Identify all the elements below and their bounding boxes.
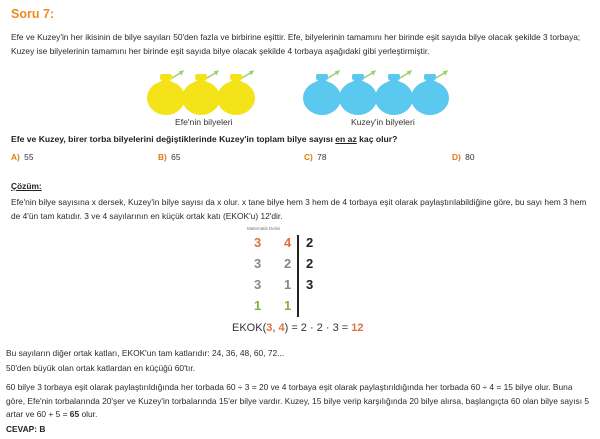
question-text-part: Efe ve Kuzey, birer torba bilyelerini değiştiklerinde Kuzey'in toplam bilye sayısı (11, 134, 336, 144)
ekok-prefix: EKOK( (232, 322, 267, 334)
question-text-part: kaç olur? (356, 134, 398, 144)
factor-cell-a: 1 (254, 298, 262, 313)
option-letter: A) (11, 152, 20, 162)
option-c[interactable] (304, 152, 327, 162)
solution-text: olur. (79, 409, 98, 419)
solution-paragraph: Bu sayıların diğer ortak katları, EKOK'un tam katlarıdır: 24, 36, 48, 60, 72... (6, 348, 285, 358)
solution-paragraph (6, 381, 591, 422)
question-title: Soru 7: (11, 7, 55, 21)
bag-icon (411, 71, 449, 115)
option-d[interactable] (452, 152, 475, 162)
ekok-suffix: ) = 2 · 2 · 3 = (284, 322, 352, 334)
ekok-sep: , (272, 322, 279, 334)
bag-icon (375, 71, 413, 115)
efe-bag-icons (143, 68, 263, 116)
option-letter: D) (452, 152, 461, 162)
efe-bags (143, 68, 263, 116)
option-value: 80 (465, 152, 475, 162)
solution-heading: Çözüm: (11, 181, 42, 191)
option-letter: B) (158, 152, 167, 162)
option-value: 55 (24, 152, 34, 162)
bag-icon (182, 71, 220, 115)
factor-divider-line (297, 235, 299, 317)
kuzey-bag-icons (300, 68, 460, 116)
ekok-result: 12 (351, 322, 364, 334)
factor-cell-a: 3 (254, 277, 262, 292)
question-intro: Efe ve Kuzey'in her ikisinin de bilye sayıları 50'den fazla ve birbirine eşittir. Efe, bilyelerinin tamamını her birinde eşit sayıda bilye olacak şekilde 3 torbaya; Kuzey ise bilyelerinin tamamını her birinde eşit sayıda bilye olacak şekilde 4 torbaya aşağıdaki gibi yerleştirmiştir. (11, 32, 581, 56)
bag-icon (339, 71, 377, 115)
answer-label: CEVAP: B (6, 424, 46, 434)
kuzey-label: Kuzey'in bilyeleri (351, 117, 415, 127)
factor-cell-b: 1 (284, 277, 292, 292)
option-a[interactable] (11, 152, 34, 162)
kuzey-bags (300, 68, 460, 116)
bag-icon (303, 71, 341, 115)
factor-cell-b: 1 (284, 298, 292, 313)
question-text (11, 134, 397, 144)
factor-cell-a: 3 (254, 256, 262, 271)
option-value: 65 (171, 152, 181, 162)
question-underlined: en az (335, 134, 357, 144)
solution-bold-value: 65 (69, 409, 80, 419)
solution-text: 60 bilye 3 torbaya eşit olarak paylaştırıldığında her torbada 60 ÷ 3 = 20 ve 4 torbaya eşit olarak paylaştırıldığında her torbada 60 ÷ 4 = 15 bilye olur. Buna göre, Efe'nin torbalarında 20'şer ve Kuzey'in torbalarında 15'er bilye vardır. Kuzey, 15 bilye verip karşılığında 20 bilye alırsa, başlangıçta 60 olan bilye sayısı 5 artar ve 60 + 5 = (6, 382, 590, 419)
option-letter: C) (304, 152, 313, 162)
bag-icon (147, 71, 185, 115)
factor-divisor: 2 (306, 256, 314, 271)
ekok-a: 3 (266, 322, 273, 334)
option-value: 78 (317, 152, 327, 162)
ekok-equation (232, 322, 364, 334)
solution-paragraph: Efe'nin bilye sayısına x dersek, Kuzey'in bilye sayısı da x olur. x tane bilye hem 3 hem de 4 torbaya eşit olarak paylaştırılabildiğine göre, bu sayı hem 3 hem de 4'ün tam katıdır. 3 ve 4 sayılarının en küçük ortak katı (EKOK'u) 12'dir. (11, 197, 587, 221)
factor-divisor: 2 (306, 235, 314, 250)
factor-cell-b: 4 (284, 235, 292, 250)
factor-cell-a: 3 (254, 235, 262, 250)
efe-label: Efe'nin bilyeleri (175, 117, 233, 127)
factor-cell-b: 2 (284, 256, 292, 271)
ekok-b: 4 (278, 322, 285, 334)
option-b[interactable] (158, 152, 181, 162)
factor-divisor: 3 (306, 277, 314, 292)
watermark-label: Matematik Delisi (247, 226, 281, 231)
bag-icon (217, 71, 255, 115)
solution-paragraph: 50'den büyük olan ortak katlardan en küçüğü 60'tır. (6, 363, 195, 373)
